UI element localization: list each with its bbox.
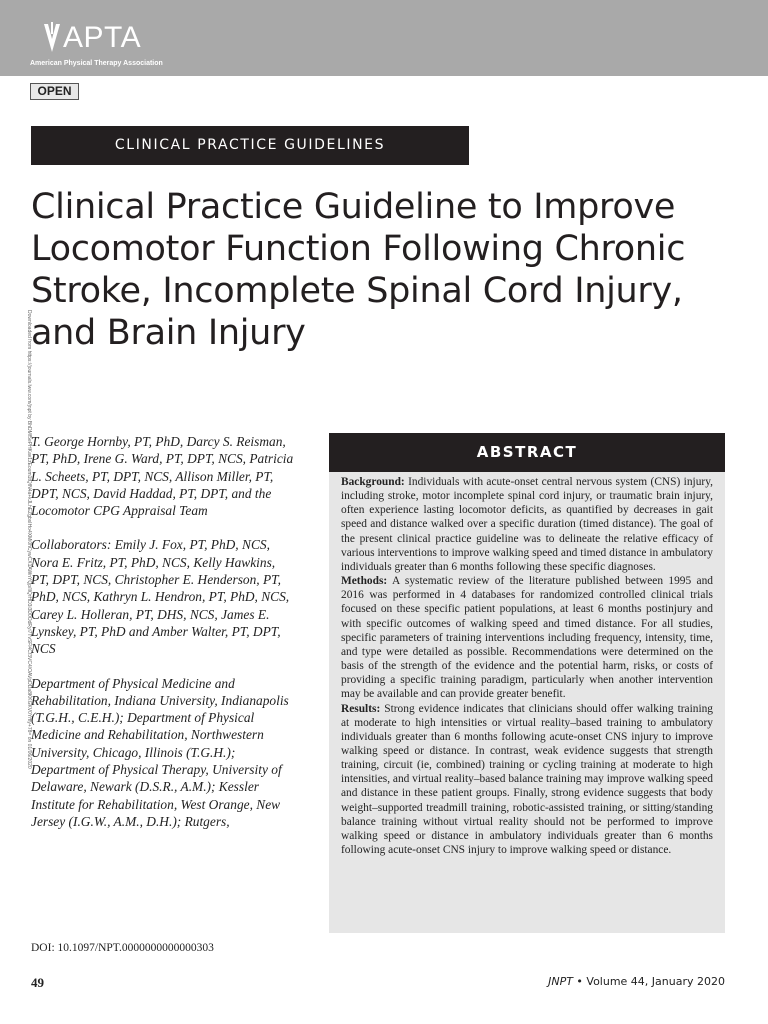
journal-issue: • Volume 44, January 2020 bbox=[572, 975, 725, 988]
logo-subtitle: American Physical Therapy Association bbox=[30, 60, 163, 67]
abstract-text: A systematic review of the literature published between 1995 and 2016 was performed in 4 databases for randomized controlled clinical trials focused on these specific patient populations, at least 6 months postinjury and with specific outcomes of walking speed and timed distance. For all studies, specific parameters of training interventions including frequency, intensity, time, and type were detailed as possible. Recommendations were determined on the basis of the strength of the evidence and the potential harm, risks, or costs of providing a specific training paradigm, particularly when another intervention may be available and can provide greater benefit. bbox=[341, 575, 713, 701]
journal-info bbox=[548, 975, 725, 988]
abstract-results bbox=[341, 702, 713, 858]
page-title: Clinical Practice Guideline to Improve Locomotor Function Following Chronic Stroke, Incomplete Spinal Cord Injury, and Brain Injury bbox=[31, 187, 686, 353]
doi[interactable]: DOI: 10.1097/NPT.0000000000000303 bbox=[31, 942, 214, 954]
abstract-label: Results: bbox=[341, 702, 381, 715]
affiliations: Department of Physical Medicine and Rehabilitation, Indiana University, Indianapolis (T.G.H., C.E.H.); Department of Physical Medicine and Rehabilitation, Northwestern University, Chicago, Illinois (T.G.H.); Department of Physical Therapy, University of Delaware, Newark (D.S.R., A.M.); Kessler Institute for Rehabilitation, West Orange, New Jersey (I.G.W., A.M., D.H.); Rutgers, bbox=[31, 675, 289, 829]
section-label: CLINICAL PRACTICE GUIDELINES bbox=[31, 126, 469, 165]
abstract-label: Methods: bbox=[341, 575, 388, 588]
abstract-text: Strong evidence indicates that clinicians should offer walking training at moderate to high intensities or virtual reality–based training to ambulatory individuals greater than 6 months following acute-onset CNS injury to improve walking speed or distance. In contrast, weak evidence suggests that strength training, circuit (ie, combined) training or cycling training at moderate to high intensities, and virtual reality–based balance training may improve walking speed and distance in these patient groups. Finally, strong evidence suggests that body weight–supported treadmill training, robotic-assisted training, or sitting/standing balance training without virtual reality should not be performed to improve walking speed or distance in ambulatory individuals greater than 6 months following acute-onset CNS injury to improve walking speed or distance. bbox=[341, 702, 713, 857]
header-banner bbox=[0, 0, 768, 76]
journal-name: JNPT bbox=[548, 975, 573, 988]
caduceus-icon bbox=[43, 22, 61, 54]
abstract-text: Individuals with acute-onset central nervous system (CNS) injury, including stroke, motor incomplete spinal cord injury, or traumatic brain injury, often experience lasting locomotor deficits, as quantified by decreases in gait speed and distance walked over a specific duration (timed distance). The goal of the present clinical practice guideline was to delineate the relative efficacy of various interventions to improve walking speed and timed distance in ambulatory individuals greater than 6 months following these specific diagnoses. bbox=[341, 476, 713, 573]
download-watermark-text: Downloaded from https://journals.lww.com/jnpt by BhDMf5ePHKav1zEoum1tQfN4a+kJLhEZgbsIHo4XMi0hCywCX1AWnYQp/IlQrHD3i3D0OdRyi7TvSFl4Cf3VC4/OAVpDDa8KKGKV0Ymy+78= on 01/06/2020 bbox=[26, 310, 32, 769]
apta-logo[interactable] bbox=[43, 22, 141, 54]
abstract-label: Background: bbox=[341, 476, 405, 488]
open-access-badge: OPEN bbox=[30, 83, 79, 100]
logo-text: APTA bbox=[63, 21, 142, 54]
abstract-methods bbox=[341, 574, 713, 701]
author-names: T. George Hornby, PT, PhD, Darcy S. Reisman, PT, PhD, Irene G. Ward, PT, DPT, NCS, Patricia L. Scheets, PT, DPT, NCS, Allison Miller, PT, DPT, NCS, David Haddad, PT, DPT, and the Locomotor CPG Appraisal Team bbox=[31, 434, 294, 519]
author-block bbox=[31, 433, 296, 847]
abstract-heading: ABSTRACT bbox=[329, 433, 725, 472]
collaborators: Collaborators: Emily J. Fox, PT, PhD, NCS, Nora E. Fritz, PT, PhD, NCS, Kelly Hawkins, PT, DPT, NCS, Christopher E. Henderson, PT, PhD, NCS, Kathryn L. Hendron, PT, PhD, NCS, Carey L. Holleran, PT, DHS, NCS, James E. Lynskey, PT, PhD and Amber Walter, PT, DPT, NCS bbox=[31, 537, 290, 657]
abstract-background bbox=[341, 475, 713, 574]
abstract-body bbox=[329, 472, 725, 933]
page-number: 49 bbox=[31, 975, 44, 990]
